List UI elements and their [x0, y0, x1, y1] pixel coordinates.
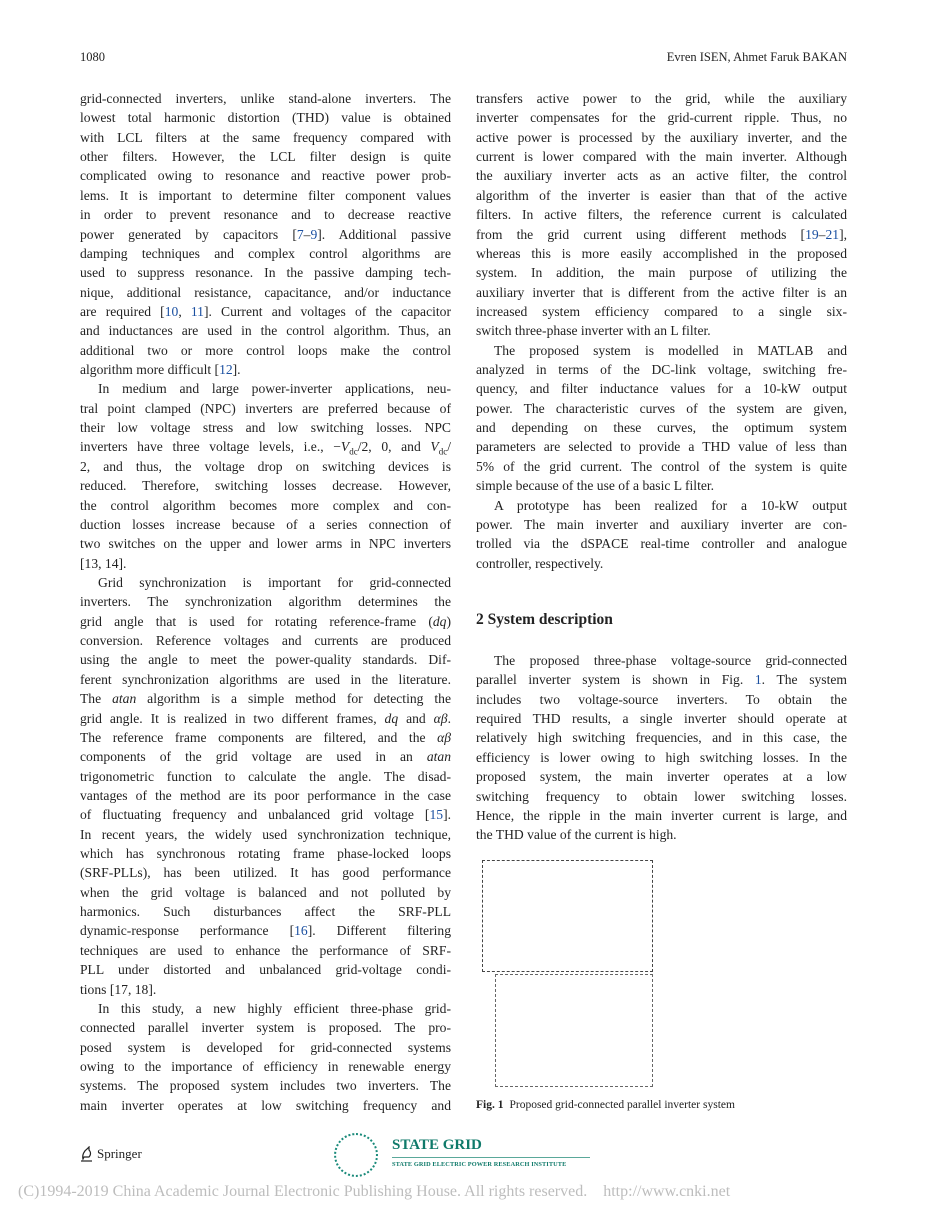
- state-grid-subtitle: STATE GRID ELECTRIC POWER RESEARCH INSTITUTE: [392, 1161, 567, 1168]
- text-line: which has synchronous rotating frame phase-locked loops: [80, 846, 451, 862]
- text-line: algorithm more difficult [12].: [80, 362, 241, 378]
- text-line: harmonics. Such disturbances affect the SRF-PLL: [80, 904, 451, 920]
- text-line: duction losses increase because of a series connection of: [80, 516, 451, 532]
- text-line: additional two or more control loops make the control: [80, 342, 451, 358]
- text-line: systems. The proposed system includes two inverters. The: [80, 1078, 451, 1094]
- text-line: relatively high switching frequencies, and in this case, the: [476, 730, 847, 746]
- text-line: lowest total harmonic distortion (THD) value is obtained: [80, 110, 451, 126]
- state-grid-divider: [392, 1157, 590, 1158]
- text-line: inverter compensates for the grid-current ripple. Thus, no: [476, 110, 847, 126]
- text-line: the auxiliary inverter acts as an active filter, the control: [476, 168, 847, 184]
- text-line: (SRF-PLLs), has been utilized. It has good performance: [80, 865, 451, 881]
- text-line: in order to prevent resonance and to decrease reactive: [80, 207, 451, 223]
- text-line: using the angle to meet the power-quality standards. Dif-: [80, 652, 451, 668]
- figure-label: Fig. 1: [476, 1099, 504, 1111]
- text-line: filters. In active filters, the reference current is calculated: [476, 207, 847, 223]
- text-line: complicated owing to resonance and reactive power prob-: [80, 168, 451, 184]
- text-line: their low voltage stress and low switching losses. NPC: [80, 420, 451, 436]
- springer-horse-icon: [80, 1146, 93, 1162]
- text-line: current is lower compared with the main inverter. Although: [476, 149, 847, 165]
- text-line: when the grid voltage is balanced and not polluted by: [80, 884, 451, 900]
- text-line: controller, respectively.: [476, 555, 604, 571]
- text-line: grid angle. It is realized in two different frames, dq and αβ.: [80, 710, 451, 726]
- text-line: includes two voltage-source inverters. To obtain the: [476, 691, 847, 707]
- text-line: quency, and filter inductance values for a 10-kW output: [476, 381, 847, 397]
- text-line: increased system efficiency compared to a single six-: [476, 303, 847, 319]
- springer-logo: [80, 1146, 142, 1162]
- text-line: switch three-phase inverter with an L filter.: [476, 323, 711, 339]
- text-line: tions [17, 18].: [80, 981, 157, 997]
- section-heading: 2 System description: [476, 611, 613, 628]
- left-column: [80, 89, 451, 1115]
- text-line: analyzed in terms of the DC-link voltage, switching fre-: [476, 362, 847, 378]
- text-line: The proposed system is modelled in MATLAB and: [494, 342, 847, 358]
- text-line: PLL under distorted and unbalanced grid-voltage condi-: [80, 962, 451, 978]
- text-line: damping techniques and complex control algorithms are: [80, 245, 451, 261]
- text-line: trigonometric function to calculate the angle. The disad-: [80, 768, 451, 784]
- text-line: grid-connected inverters, unlike stand-alone inverters. The: [80, 91, 451, 106]
- text-line: A prototype has been realized for a 10-kW output: [494, 497, 847, 513]
- text-line: components of the grid voltage are used in an atan: [80, 749, 451, 765]
- text-line: parallel inverter system is shown in Fig. 1. The system: [476, 672, 847, 688]
- text-line: simple because of the use of a basic L filter.: [476, 478, 715, 494]
- page-number: 1080: [80, 50, 105, 64]
- text-line: the control algorithm becomes more complex and con-: [80, 497, 451, 513]
- section-body: [476, 651, 847, 845]
- right-column: [476, 89, 847, 573]
- text-line: used to suppress resonance. In the passive damping tech-: [80, 265, 451, 281]
- text-line: other filters. However, the LCL filter design is quite: [80, 149, 451, 165]
- text-line: The atan algorithm is a simple method for detecting the: [80, 691, 451, 707]
- text-line: power. The characteristic curves of the system are given,: [476, 400, 847, 416]
- text-line: whereas this is more easily accomplished in the proposed: [476, 245, 847, 261]
- text-line: ferent synchronization algorithms are used in the literature.: [80, 671, 451, 687]
- text-line: system. In addition, the main purpose of utilizing the: [476, 265, 847, 281]
- figure-dashed-box-main: [482, 860, 653, 972]
- text-line: In this study, a new highly efficient three-phase grid-: [98, 1000, 451, 1016]
- text-line: dynamic-response performance [16]. Different filtering: [80, 923, 451, 939]
- text-line: Hence, the ripple in the main inverter current is large, and: [476, 807, 847, 823]
- text-line: auxiliary inverter that is different from the active filter is an: [476, 284, 847, 300]
- text-line: proposed system, the main inverter operates at a low: [476, 769, 847, 785]
- text-line: algorithm of the inverter is easier than that of the active: [476, 187, 847, 203]
- text-line: main inverter operates at low switching frequency and: [80, 1097, 451, 1113]
- text-line: In recent years, the widely used synchronization technique,: [80, 826, 451, 842]
- text-line: The reference frame components are filtered, and the αβ: [80, 729, 451, 745]
- figure-caption: [476, 1099, 735, 1111]
- text-line: grid angle that is used for rotating reference-frame (dq): [80, 613, 451, 629]
- text-line: required THD results, a single inverter should operate at: [476, 711, 847, 727]
- text-line: inverters. The synchronization algorithm determines the: [80, 594, 451, 610]
- text-line: power generated by capacitors [7–9]. Additional passive: [80, 226, 451, 242]
- copyright-watermark: (C)1994-2019 China Academic Journal Electronic Publishing House. All rights reserved. http://www.cnki.net: [18, 1183, 731, 1200]
- text-line: of fluctuating frequency and unbalanced grid voltage [15].: [80, 807, 451, 823]
- publisher-name: Springer: [97, 1146, 142, 1161]
- running-header-authors: Evren ISEN, Ahmet Faruk BAKAN: [666, 50, 847, 64]
- text-line: reduced. Therefore, switching losses decrease. However,: [80, 478, 451, 494]
- text-line: Grid synchronization is important for grid-connected: [98, 574, 451, 590]
- text-line: connected parallel inverter system is proposed. The pro-: [80, 1020, 451, 1036]
- text-line: nique, additional resistance, capacitance, and/or inductance: [80, 284, 451, 300]
- text-line: [13, 14].: [80, 555, 127, 571]
- text-line: trolled via the dSPACE real-time controller and analogue: [476, 536, 847, 552]
- state-grid-seal-icon: [334, 1133, 378, 1177]
- text-line: are required [10, 11]. Current and voltages of the capacitor: [80, 303, 451, 319]
- text-line: The proposed three-phase voltage-source grid-connected: [494, 653, 847, 668]
- text-line: 2, and thus, the voltage drop on switching devices is: [80, 458, 451, 474]
- text-line: and depending on these curves, the optimum system: [476, 420, 847, 436]
- text-line: active power is processed by the auxiliary inverter, and the: [476, 129, 847, 145]
- text-line: tral point clamped (NPC) inverters are preferred because of: [80, 400, 451, 416]
- text-line: owing to the importance of efficiency in renewable energy: [80, 1058, 451, 1074]
- text-line: lems. It is important to determine filter component values: [80, 187, 451, 203]
- state-grid-title: STATE GRID: [392, 1137, 482, 1153]
- figure-caption-text: Proposed grid-connected parallel inverter system: [509, 1099, 735, 1111]
- text-line: vantages of the method are its poor performance in the case: [80, 787, 451, 803]
- figure-dashed-box-auxiliary: [495, 974, 653, 1087]
- text-line: power. The main inverter and auxiliary inverter are con-: [476, 516, 847, 532]
- text-line: transfers active power to the grid, while the auxiliary: [476, 91, 847, 106]
- text-line: inverters have three voltage levels, i.e., $-V_{dc}/2$, 0, and $V_{dc}/$: [80, 439, 451, 458]
- text-line: two switches on the upper and lower arms in NPC inverters: [80, 536, 451, 552]
- text-line: and inductances are used in the control algorithm. Thus, an: [80, 323, 451, 339]
- text-line: from the grid current using different methods [19–21],: [476, 226, 847, 242]
- text-line: In medium and large power-inverter applications, neu-: [98, 381, 451, 397]
- text-line: posed system is developed for grid-connected systems: [80, 1039, 451, 1055]
- text-line: with LCL filters at the same frequency compared with: [80, 129, 451, 145]
- text-line: efficiency is lower owing to high switching losses. In the: [476, 749, 847, 765]
- text-line: the THD value of the current is high.: [476, 827, 677, 843]
- text-line: techniques are used to enhance the performance of SRF-: [80, 942, 451, 958]
- text-line: conversion. Reference voltages and currents are produced: [80, 633, 451, 649]
- text-line: parameters are selected to provide a THD value of less than: [476, 439, 847, 455]
- text-line: switching frequency to obtain lower switching losses.: [476, 788, 847, 804]
- text-line: 5% of the grid current. The control of the system is quite: [476, 458, 847, 474]
